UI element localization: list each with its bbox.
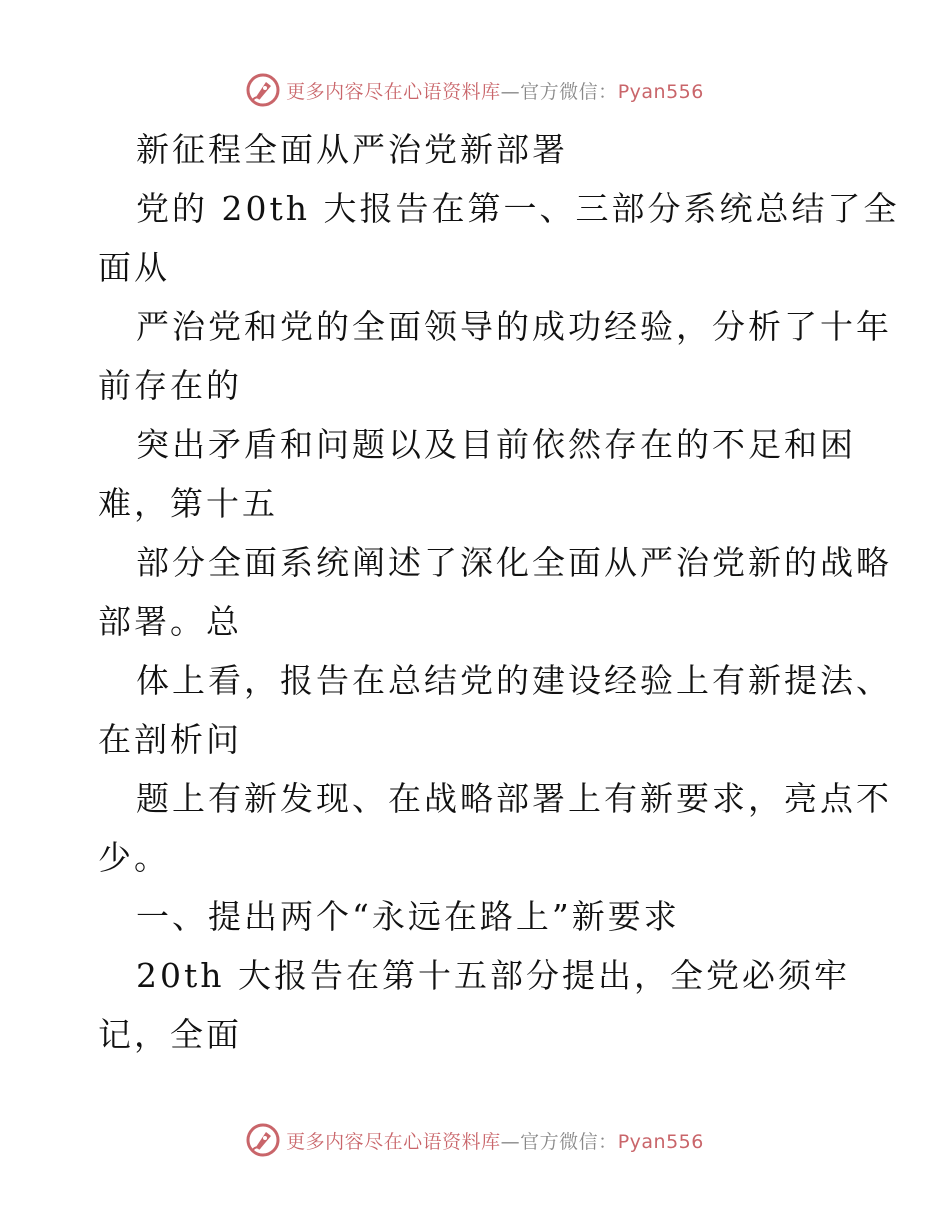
paragraph-line: 难，第十五 bbox=[98, 484, 278, 523]
paragraph-line: 部分全面系统阐述了深化全面从严治党新的战略 bbox=[136, 543, 892, 582]
paragraph-line: 体上看，报告在总结党的建设经验上有新提法、 bbox=[136, 661, 892, 700]
paragraph-line: 前存在的 bbox=[98, 366, 242, 405]
banner-account: Pyan556 bbox=[617, 1130, 704, 1153]
paragraph-line: 在剖析问 bbox=[98, 720, 242, 759]
paragraph-line: 记，全面 bbox=[98, 1015, 242, 1054]
banner-wechat-label: 官方微信： bbox=[520, 80, 618, 103]
pen-nib-logo-icon bbox=[246, 1123, 280, 1157]
paragraph-line: 突出矛盾和问题以及目前依然存在的不足和困 bbox=[136, 425, 856, 464]
banner-site: 更多内容尽在心语资料库 bbox=[286, 80, 501, 103]
banner-account: Pyan556 bbox=[617, 80, 704, 103]
paragraph-line: 面从 bbox=[98, 248, 170, 287]
banner-text bbox=[286, 1127, 704, 1154]
paragraph-line: 党的 20th 大报告在第一、三部分系统总结了全 bbox=[136, 189, 900, 228]
paragraph-line: 部署。总 bbox=[98, 602, 242, 641]
paragraph-line: 少。 bbox=[98, 838, 170, 877]
footer-banner bbox=[0, 1120, 950, 1160]
pen-nib-logo-icon bbox=[246, 73, 280, 107]
paragraph-line: 题上有新发现、在战略部署上有新要求，亮点不 bbox=[136, 779, 892, 818]
banner-site: 更多内容尽在心语资料库 bbox=[286, 1130, 501, 1153]
section-heading: 一、提出两个“永远在路上”新要求 bbox=[136, 897, 680, 936]
banner-text bbox=[286, 77, 704, 104]
header-banner bbox=[0, 70, 950, 110]
banner-dash: — bbox=[500, 80, 521, 103]
banner-dash: — bbox=[500, 1130, 521, 1153]
document-body bbox=[98, 120, 900, 1064]
paragraph-line: 20th 大报告在第十五部分提出，全党必须牢 bbox=[136, 956, 850, 995]
banner-wechat-label: 官方微信： bbox=[520, 1130, 618, 1153]
paragraph-line: 严治党和党的全面领导的成功经验，分析了十年 bbox=[136, 307, 892, 346]
doc-title: 新征程全面从严治党新部署 bbox=[136, 130, 568, 169]
